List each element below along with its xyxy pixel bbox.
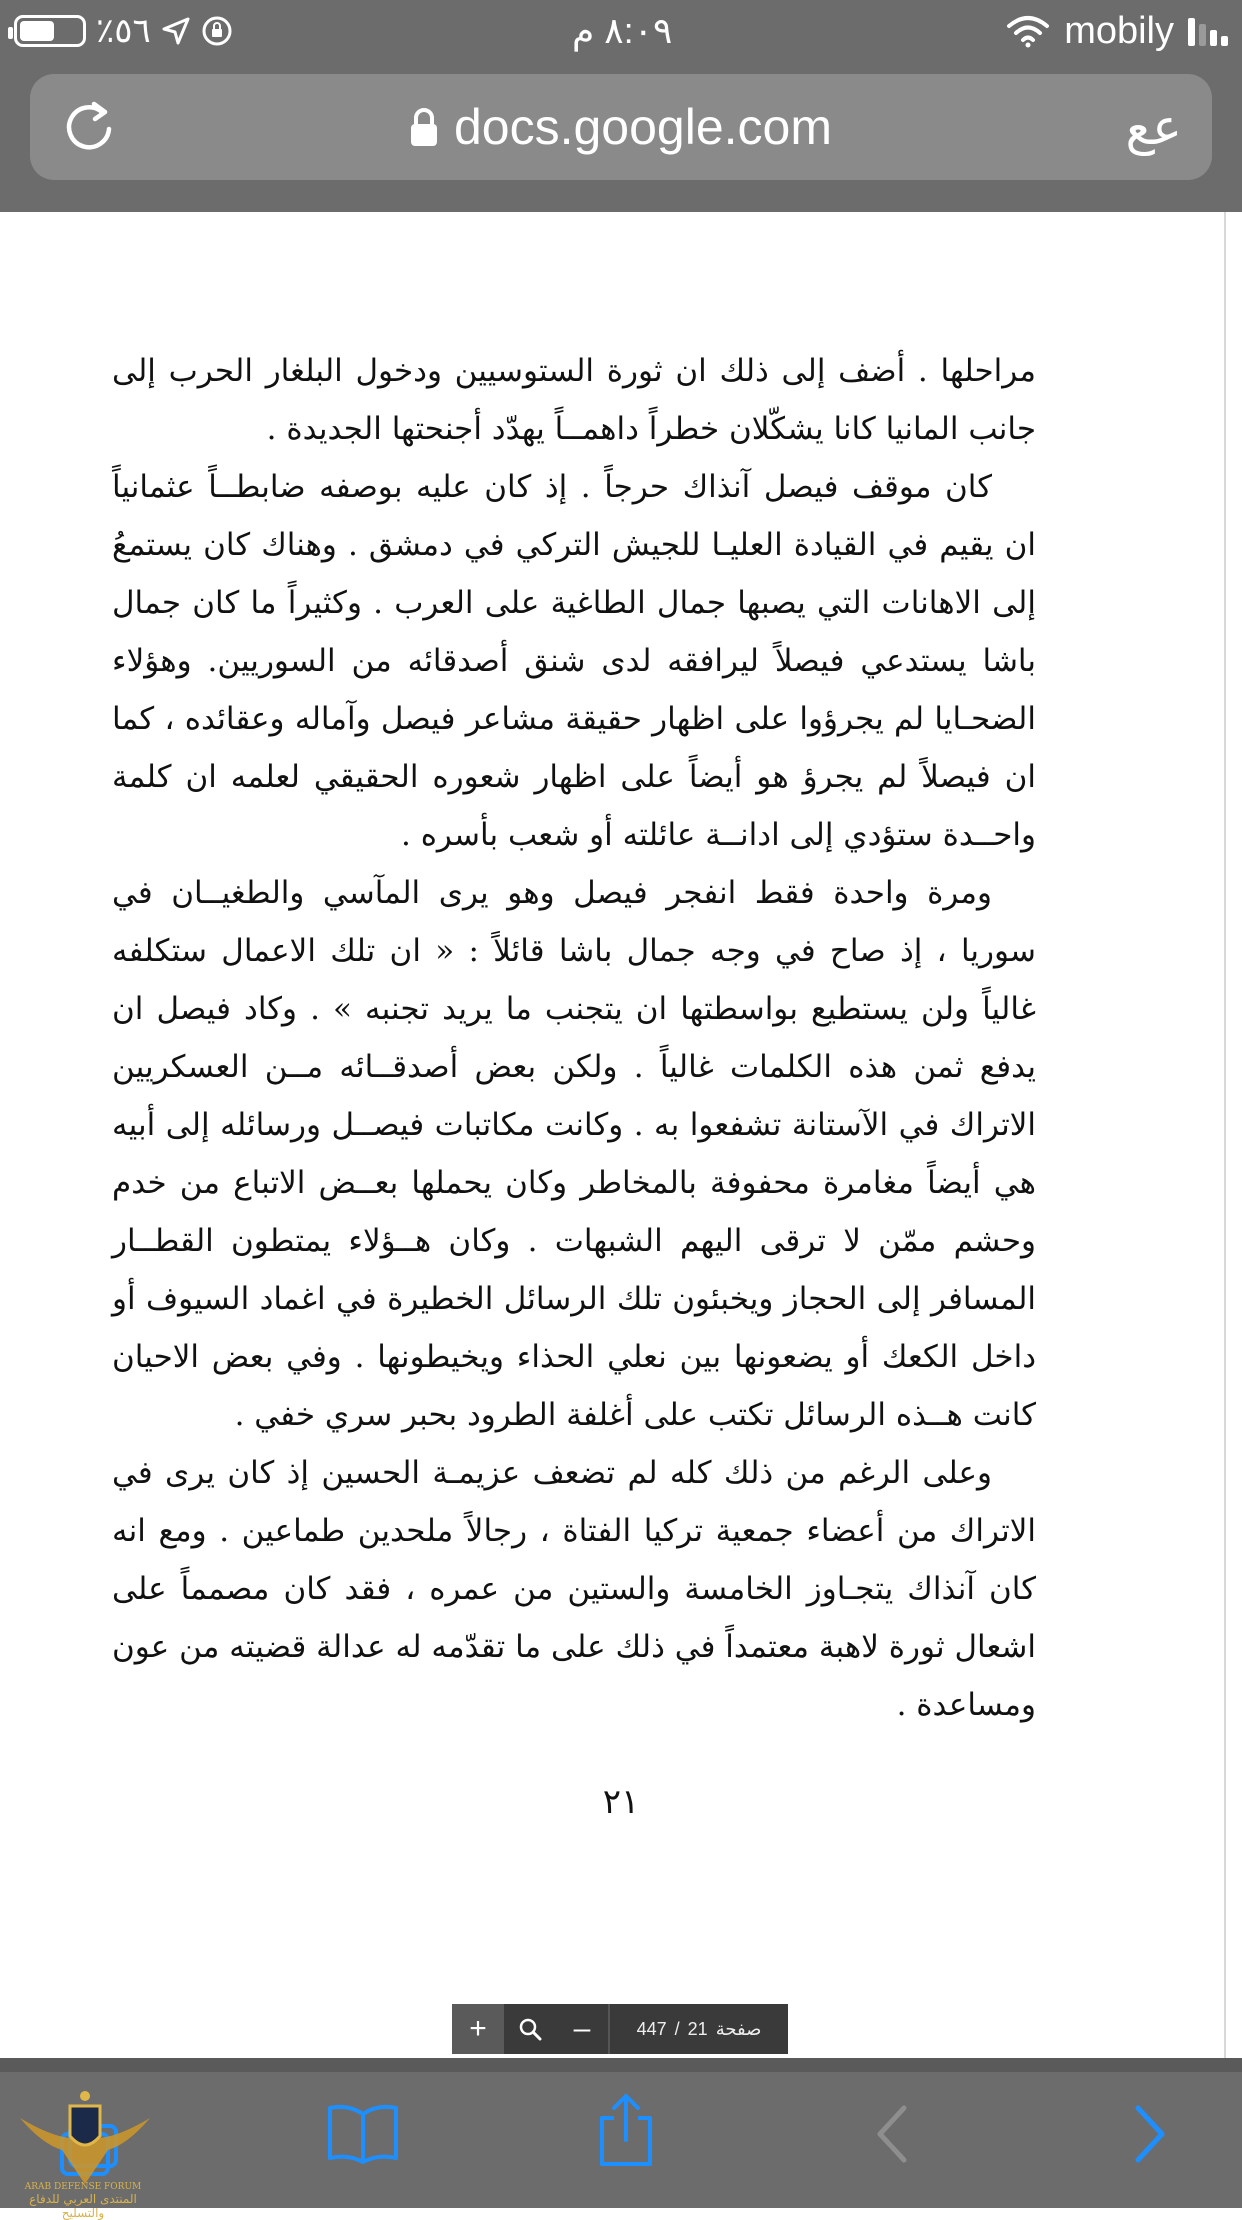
document-body	[112, 342, 1036, 1734]
text-size-button[interactable]: عع	[1125, 98, 1182, 156]
orientation-lock-icon	[201, 15, 233, 47]
page-number: ٢١	[602, 1782, 640, 1822]
paragraph-2: كان موقف فيصل آنذاك حرجاً . إذ كان عليه بوصفه ضابطــاً عثمانياً ان يقيم في القيادة العليـا للجيش التركي في دمشق . وهناك كان يستمعُ إلى الاهانات التي يصبها جمال الطاغية على العرب . وكثيراً ما كان جمال باشا يستدعي فيصلاً ليرافقه لدى شنق أصدقائه من السوريين. وهؤلاء الضحـايا لم يجرؤوا على اظهار حقيقة مشاعر فيصل وآماله وعقائده ، كما ان فيصلاً لم يجرؤ هو أيضاً على اظهار شعوره الحقيقي لعلمه ان كلمة واحــدة ستؤدي إلى ادانــة عائلته أو شعب بأسره .	[112, 469, 1036, 853]
bottom-toolbar	[0, 2058, 1242, 2208]
page-label: صفحة	[715, 2018, 762, 2039]
signal-strength-icon	[1188, 16, 1228, 46]
battery-percent: ٪٥٦	[96, 12, 151, 50]
paragraph-1: مراحلها . أضف إلى ذلك ان ثورة الستوسيين ودخول البلغار الحرب إلى جانب المانيا كانا يشكّلان خطراً داهمــاً يهدّد أجنحتها الجديدة .	[112, 353, 1036, 447]
page-separator: /	[674, 2018, 680, 2039]
toolbar-divider	[0, 2058, 1242, 2072]
url-display[interactable]	[30, 74, 1212, 180]
lock-icon	[410, 106, 438, 148]
paragraph-4: وعلى الرغم من ذلك كله لم تضعف عزيمـة الحسين إذ كان يرى في الاتراك من أعضاء جمعية تركيا الفتاة ، رجالاً ملحدين طماعين . ومع انه كان آنذاك يتجـاوز الخامسة والستين من عمره ، فقد كان مصمماً على اشعال ثورة لاهبة معتمداً في ذلك على ما تقدّمه له عدالة قضيته من عون ومساعدة .	[112, 1455, 1036, 1723]
status-time: ٨:٠٩ م	[572, 10, 673, 51]
current-page[interactable]: 21	[687, 2018, 708, 2039]
wifi-icon	[1006, 14, 1050, 48]
watermark-text-arabic: المنتدى العربي للدفاع والتسليح	[29, 2192, 137, 2220]
chevron-left-icon[interactable]	[872, 2102, 912, 2166]
battery-level-fill	[20, 21, 54, 41]
status-bar	[0, 0, 1242, 62]
paragraph-3: ومرة واحدة فقط انفجر فيصل وهو يرى المآسي والطغيــان في سوريا ، إذ صاح في وجه جمال باشا قائلاً : « ان تلك الاعمال ستكلفه غالياً ولن يستطيع بواسطتها ان يتجنب ما يريد تجنبه » . وكاد فيصل ان يدفع ثمن هذه الكلمات غالياً . ولكن بعض أصدقــائه مــن العسكريين الاتراك في الآستانة تشفعوا به . وكانت مكاتبات فيصــل ورسائله إلى أبيه هي أيضاً مغامرة محفوفة بالمخاطر وكان يحملها بعــض الاتباع من خدم وحشم ممّن لا ترقى اليهم الشبهات . وكان هــؤلاء يمتطون القطــار المسافر إلى الحجاز ويخبئون تلك الرسائل الخطيرة في اغماد السيوف أو داخل الكعك أو يضعونها بين نعلي الحذاء ويخيطونها . وفي بعض الاحيان كانت هــذه الرسائل تكتب على أغلفة الطرود بحبر سري خفي .	[112, 875, 1036, 1433]
total-pages: 447	[636, 2018, 667, 2039]
pdf-viewer-toolbar	[452, 2004, 788, 2054]
carrier-name: mobily	[1064, 9, 1174, 52]
browser-chrome	[0, 0, 1242, 212]
address-bar[interactable]	[30, 74, 1212, 180]
url-text: docs.google.com	[453, 99, 832, 155]
watermark-text-latin: ARAB DEFENSE FORUM	[24, 2182, 142, 2192]
chevron-right-icon[interactable]	[1130, 2102, 1170, 2166]
status-left	[14, 10, 233, 52]
status-right	[1006, 10, 1228, 52]
zoom-in-button[interactable]: +	[452, 2004, 504, 2054]
zoom-out-button[interactable]: –	[573, 2012, 591, 2045]
battery-icon	[14, 15, 86, 47]
document-page	[0, 212, 1242, 2058]
zoom-icon[interactable]	[504, 2004, 556, 2054]
book-icon[interactable]	[326, 2102, 400, 2166]
page-indicator	[610, 2019, 788, 2040]
share-icon[interactable]	[596, 2092, 656, 2168]
location-icon	[161, 16, 191, 46]
